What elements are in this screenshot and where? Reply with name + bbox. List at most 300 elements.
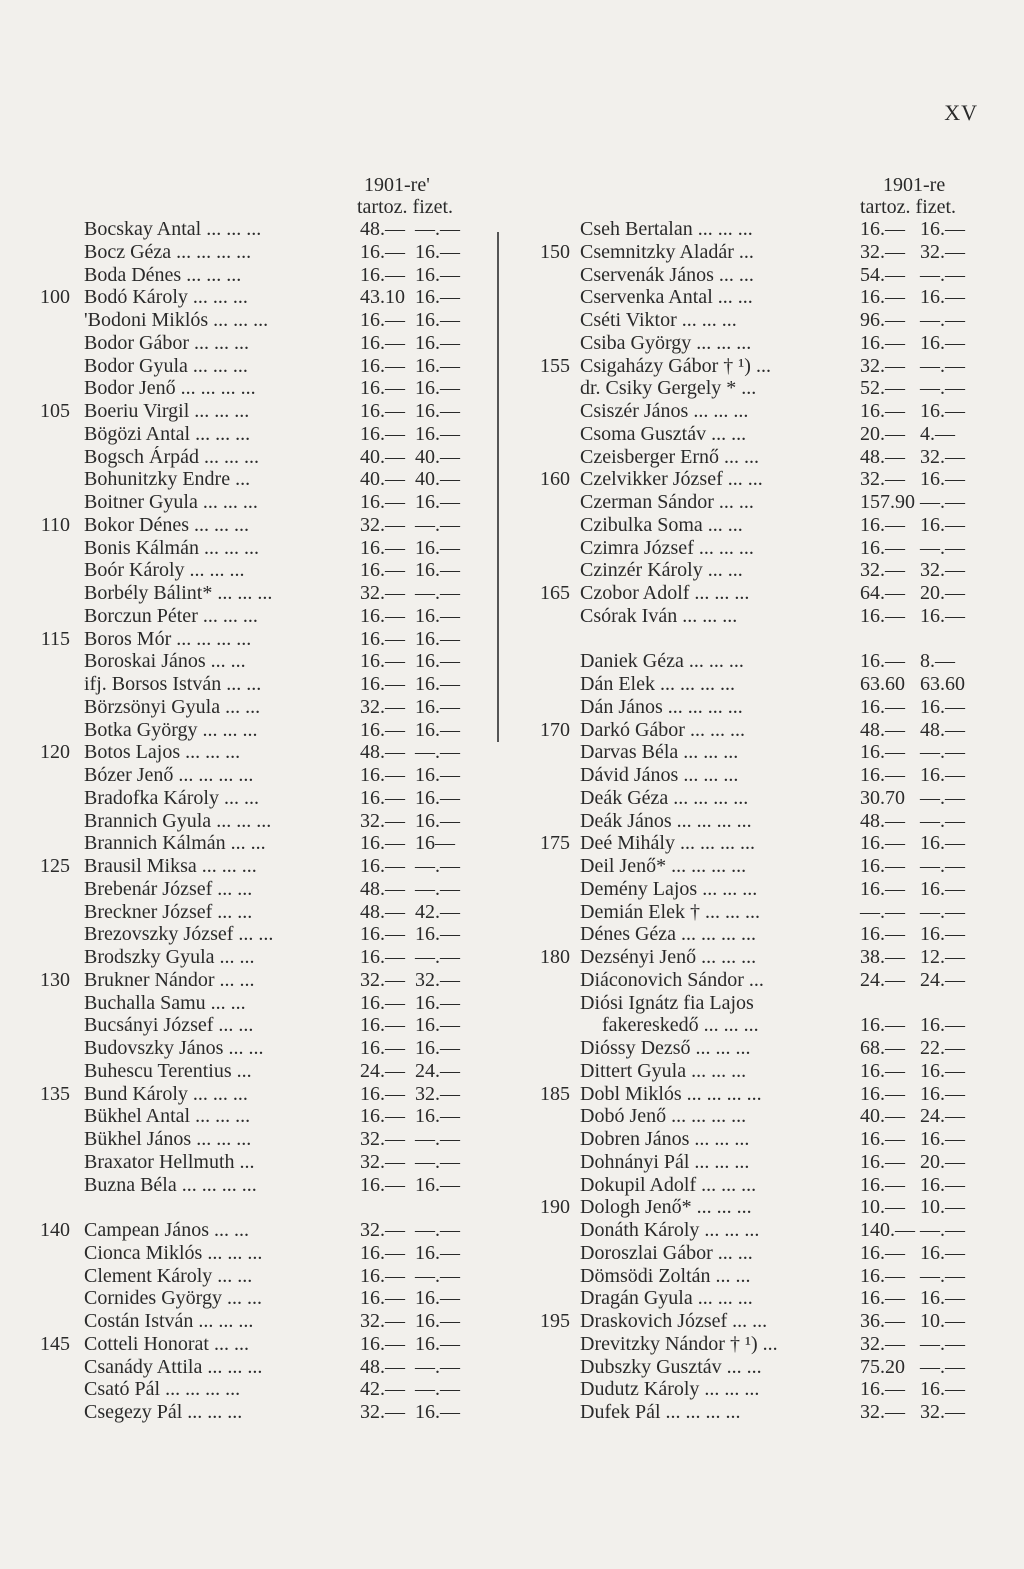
member-row	[32, 1219, 494, 1242]
member-name: Dán János ... ... ... ...	[580, 695, 743, 718]
amount-due: 16.—	[360, 1332, 405, 1355]
member-name: Brukner Nándor ... ...	[84, 968, 255, 991]
member-name: Cionca Miklós ... ... ...	[84, 1241, 263, 1264]
amount-paid: —.—	[920, 309, 965, 331]
member-row	[32, 1310, 494, 1333]
member-number: 125	[40, 855, 70, 877]
member-row	[32, 787, 494, 810]
member-row	[32, 650, 494, 673]
amount-paid: —.—	[415, 1128, 460, 1150]
amount-paid: 16.—	[415, 377, 460, 400]
member-name: Dohnányi Pál ... ... ...	[580, 1150, 750, 1173]
amount-paid: 40.—	[415, 445, 460, 468]
amount-paid: —.—	[415, 1219, 460, 1241]
member-row	[528, 355, 980, 378]
amount-due: 48.—	[360, 1355, 405, 1378]
member-name: Czibulka Soma ... ...	[580, 513, 743, 536]
amount-due: 16.—	[360, 923, 405, 946]
member-row	[32, 559, 494, 582]
member-row	[528, 855, 980, 878]
member-name: Deák János ... ... ... ...	[580, 809, 752, 832]
amount-paid: —.—	[415, 946, 460, 968]
member-row	[528, 992, 980, 1015]
amount-paid: 16.—	[415, 1105, 460, 1128]
member-name: ifj. Borsos István ... ...	[84, 673, 262, 695]
member-name: Bózer Jenő ... ... ... ...	[84, 764, 254, 786]
member-name: Borczun Péter ... ... ...	[84, 604, 258, 627]
member-name: Boros Mór ... ... ... ...	[84, 627, 252, 650]
amount-due: 16.—	[860, 650, 905, 673]
member-row	[528, 1219, 980, 1242]
amount-paid: —.—	[920, 900, 965, 923]
member-name: Darvas Béla ... ... ...	[580, 741, 739, 764]
amount-due: 36.—	[860, 1310, 905, 1332]
amount-due: 16.—	[360, 946, 405, 968]
member-number: 195	[540, 1310, 570, 1332]
member-row	[528, 1356, 980, 1379]
amount-paid: 16.—	[415, 604, 460, 627]
amount-due: 16.—	[360, 263, 405, 286]
member-name: Dologh Jenő* ... ... ...	[580, 1196, 752, 1219]
member-row	[32, 923, 494, 946]
amount-due: 48.—	[860, 809, 905, 832]
member-row	[528, 673, 980, 696]
amount-due: 68.—	[860, 1037, 905, 1059]
member-name: Drevitzky Nándor † ¹) ...	[580, 1332, 778, 1355]
member-name: Buzna Béla ... ... ... ...	[84, 1173, 257, 1196]
right-column	[528, 174, 980, 1424]
amount-paid: —.—	[415, 877, 460, 900]
amount-paid: 16.—	[920, 286, 965, 309]
amount-paid: 22.—	[920, 1037, 965, 1059]
member-row	[32, 400, 494, 423]
amount-paid: 16.—	[415, 650, 460, 673]
member-name: Dudutz Károly ... ... ...	[580, 1378, 760, 1401]
member-row	[528, 1105, 980, 1128]
amount-due: 16.—	[860, 832, 905, 855]
amount-paid: 12.—	[920, 946, 965, 968]
right-column-header	[528, 174, 980, 218]
member-row	[32, 832, 494, 855]
member-row	[32, 673, 494, 696]
amount-due: 52.—	[860, 377, 905, 400]
member-name: Deil Jenő* ... ... ... ...	[580, 855, 747, 877]
amount-due: 40.—	[360, 468, 405, 491]
amount-paid: —.—	[415, 1150, 460, 1173]
member-row	[32, 1083, 494, 1106]
amount-due: 16.—	[860, 1287, 905, 1310]
member-name: Diáconovich Sándor ...	[580, 968, 764, 991]
left-header-columns: tartoz. fizet.	[357, 196, 454, 218]
member-row	[32, 264, 494, 287]
member-name: Diósi Ignátz fia Lajos	[580, 991, 754, 1014]
member-row	[32, 696, 494, 719]
member-name: Csórak Iván ... ... ...	[580, 604, 738, 627]
member-name: Czimra József ... ... ...	[580, 536, 754, 559]
member-name: Dobó Jenő ... ... ... ...	[580, 1105, 747, 1128]
member-row	[528, 218, 980, 241]
amount-due: 32.—	[360, 1310, 405, 1332]
amount-due: 63.60	[860, 673, 905, 695]
member-name: Dán Elek ... ... ... ...	[580, 673, 735, 695]
member-name: Boeriu Virgil ... ... ...	[84, 400, 250, 422]
member-name: Cseh Bertalan ... ... ...	[580, 218, 753, 240]
member-name: Czeisberger Ernő ... ...	[580, 445, 760, 468]
member-name: Boór Károly ... ... ...	[84, 559, 245, 582]
amount-due: 16.—	[360, 604, 405, 627]
member-name: Daniek Géza ... ... ...	[580, 650, 744, 673]
member-row	[528, 537, 980, 560]
amount-paid: 16.—	[920, 400, 965, 422]
amount-paid: 24.—	[920, 968, 965, 991]
amount-due: 16.—	[360, 855, 405, 877]
member-name: Demény Lajos ... ... ...	[580, 877, 758, 900]
amount-paid: —.—	[920, 786, 965, 809]
member-name: Dávid János ... ... ...	[580, 764, 739, 786]
member-number: 135	[40, 1082, 70, 1105]
member-row	[32, 946, 494, 969]
amount-paid: 16.—	[920, 218, 965, 240]
member-row	[32, 764, 494, 787]
member-name: Bükhel János ... ... ...	[84, 1128, 252, 1150]
member-row	[32, 1060, 494, 1083]
amount-due: 32.—	[860, 1401, 905, 1423]
member-row	[32, 468, 494, 491]
amount-paid: 16.—	[920, 923, 965, 946]
member-name: Dobl Miklós ... ... ... ...	[580, 1082, 762, 1105]
right-header-year: 1901-re	[883, 174, 946, 196]
amount-paid: 16.—	[920, 1014, 965, 1037]
member-name: Czelvikker József ... ...	[580, 468, 763, 491]
amount-paid: 16.—	[415, 536, 460, 559]
right-member-list	[528, 218, 980, 1424]
amount-due: 16.—	[360, 422, 405, 445]
left-member-list	[32, 218, 494, 1424]
member-name: Bögözi Antal ... ... ...	[84, 422, 251, 445]
amount-paid: 16.—	[415, 1173, 460, 1196]
member-row	[528, 1401, 980, 1424]
member-name: Csoma Gusztáv ... ...	[580, 422, 747, 445]
member-name: Börzsönyi Gyula ... ...	[84, 695, 261, 718]
amount-due: 16.—	[360, 559, 405, 582]
member-name: Dobren János ... ... ...	[580, 1128, 750, 1150]
amount-due: 75.20	[860, 1355, 905, 1378]
amount-due: 16.—	[360, 764, 405, 786]
member-name: Brezovszky József ... ...	[84, 923, 274, 946]
member-row	[528, 923, 980, 946]
member-name: Czinzér Károly ... ...	[580, 559, 743, 582]
member-number: 185	[540, 1082, 570, 1105]
member-name: Dragán Gyula ... ... ...	[580, 1287, 753, 1310]
member-name: Bonis Kálmán ... ... ...	[84, 536, 259, 559]
member-name: Bükhel Antal ... ... ...	[84, 1105, 251, 1128]
member-name: Buhescu Terentius ...	[84, 1059, 252, 1082]
amount-paid: 16.—	[415, 923, 460, 946]
amount-paid: —.—	[920, 536, 965, 559]
amount-due: 48.—	[360, 218, 405, 240]
member-row	[32, 1128, 494, 1151]
amount-due: 16.—	[360, 1037, 405, 1059]
amount-due: 16.—	[860, 1173, 905, 1196]
member-row	[32, 605, 494, 628]
amount-due: 48.—	[860, 718, 905, 741]
member-name: Darkó Gábor ... ... ...	[580, 718, 745, 741]
amount-due: 16.—	[360, 673, 405, 695]
amount-due: 16.—	[860, 764, 905, 786]
member-name: Csigaházy Gábor † ¹) ...	[580, 354, 771, 377]
member-number: 120	[40, 741, 70, 764]
amount-due: 16.—	[860, 1241, 905, 1264]
amount-paid: —.—	[415, 1264, 460, 1287]
member-name: Botka György ... ... ...	[84, 718, 258, 741]
member-name: Bohunitzky Endre ...	[84, 468, 251, 491]
member-row	[528, 1083, 980, 1106]
amount-paid: —.—	[920, 491, 965, 513]
amount-due: 16.—	[360, 1241, 405, 1264]
amount-paid: 16.—	[920, 877, 965, 900]
amount-paid: 16.—	[415, 331, 460, 354]
amount-paid: 16.—	[415, 1037, 460, 1059]
member-name: Boda Dénes ... ... ...	[84, 263, 242, 286]
amount-due: 16.—	[860, 536, 905, 559]
member-name: Botos Lajos ... ... ...	[84, 741, 241, 764]
amount-paid: —.—	[920, 354, 965, 377]
amount-paid: 40.—	[415, 468, 460, 491]
amount-due: 16.—	[360, 1173, 405, 1196]
member-row	[32, 241, 494, 264]
member-row	[32, 1151, 494, 1174]
amount-paid: 16.—	[415, 491, 460, 513]
amount-paid: 16—	[415, 832, 455, 855]
member-name: Cservenka Antal ... ...	[580, 286, 753, 309]
amount-due: 16.—	[860, 1264, 905, 1287]
amount-due: 16.—	[360, 309, 405, 331]
amount-paid: —.—	[415, 582, 460, 604]
amount-due: 32.—	[360, 1219, 405, 1241]
amount-due: 32.—	[360, 968, 405, 991]
amount-paid: 16.—	[415, 1287, 460, 1310]
member-name: Csanády Attila ... ... ...	[84, 1355, 263, 1378]
amount-due: 43.10	[360, 286, 405, 309]
member-row	[32, 719, 494, 742]
member-name: Czobor Adolf ... ... ...	[580, 582, 750, 604]
member-row	[528, 1174, 980, 1197]
member-row	[528, 1378, 980, 1401]
member-row	[32, 423, 494, 446]
member-name: Cséti Viktor ... ... ...	[580, 309, 737, 331]
member-name: Csiszér János ... ... ...	[580, 400, 749, 422]
amount-paid: 16.—	[920, 331, 965, 354]
member-name: Cservenák János ... ...	[580, 263, 754, 286]
amount-due: 16.—	[860, 1059, 905, 1082]
member-row	[528, 423, 980, 446]
amount-paid: 16.—	[415, 1332, 460, 1355]
amount-paid: —.—	[920, 1219, 965, 1241]
amount-due: 16.—	[360, 1264, 405, 1287]
member-name: Bodor Gábor ... ... ...	[84, 331, 249, 354]
amount-due: 64.—	[860, 582, 905, 604]
amount-paid: 16.—	[415, 695, 460, 718]
member-row	[32, 537, 494, 560]
member-row	[528, 286, 980, 309]
amount-due: 48.—	[860, 445, 905, 468]
amount-paid: 16.—	[415, 1401, 460, 1423]
amount-paid: 16.—	[920, 1082, 965, 1105]
amount-paid: —.—	[415, 513, 460, 536]
amount-paid: —.—	[920, 741, 965, 764]
member-name: Deé Mihály ... ... ... ...	[580, 832, 755, 855]
amount-paid: —.—	[920, 1355, 965, 1378]
member-name: Costán István ... ... ...	[84, 1310, 254, 1332]
left-column-header	[32, 174, 494, 218]
amount-due: 16.—	[860, 695, 905, 718]
member-name: Bokor Dénes ... ... ...	[84, 513, 249, 536]
member-row	[32, 992, 494, 1015]
amount-due: 16.—	[360, 1287, 405, 1310]
amount-due: 20.—	[860, 422, 905, 445]
member-number: 190	[540, 1196, 570, 1219]
amount-due: 16.—	[860, 741, 905, 764]
member-row	[32, 1356, 494, 1379]
left-column	[32, 174, 494, 1424]
amount-due: 54.—	[860, 263, 905, 286]
member-row	[32, 1037, 494, 1060]
member-row	[528, 832, 980, 855]
member-row	[32, 1242, 494, 1265]
amount-paid: 8.—	[920, 650, 955, 673]
amount-paid: 20.—	[920, 1150, 965, 1173]
member-row	[32, 901, 494, 924]
member-row	[32, 1378, 494, 1401]
amount-paid: 16.—	[920, 1128, 965, 1150]
amount-paid: —.—	[920, 377, 965, 400]
amount-paid: 4.—	[920, 422, 955, 445]
member-row	[528, 810, 980, 833]
amount-due: 16.—	[360, 377, 405, 400]
amount-due: 42.—	[360, 1378, 405, 1401]
amount-due: 16.—	[360, 991, 405, 1014]
member-name: Bogsch Árpád ... ... ...	[84, 445, 259, 468]
member-name: Brannich Kálmán ... ...	[84, 832, 266, 855]
amount-paid: 32.—	[920, 559, 965, 582]
amount-due: 16.—	[360, 718, 405, 741]
member-row	[32, 628, 494, 651]
amount-paid: 16.—	[415, 718, 460, 741]
amount-paid: 10.—	[920, 1310, 965, 1332]
member-name: Boitner Gyula ... ... ...	[84, 491, 258, 513]
page-number: XV	[944, 100, 978, 125]
amount-paid: 20.—	[920, 582, 965, 604]
amount-paid: 48.—	[920, 718, 965, 741]
amount-due: 16.—	[360, 786, 405, 809]
amount-paid: 32.—	[415, 1082, 460, 1105]
group-gap	[528, 628, 980, 651]
member-row	[32, 218, 494, 241]
member-name: Brannich Gyula ... ... ...	[84, 809, 272, 832]
amount-due: 140.—	[860, 1219, 915, 1241]
member-name: Dubszky Gusztáv ... ...	[580, 1355, 762, 1378]
member-name: Brebenár József ... ...	[84, 877, 253, 900]
member-row	[32, 491, 494, 514]
amount-due: 32.—	[360, 809, 405, 832]
amount-due: 157.90	[860, 491, 915, 513]
member-name: Csiba György ... ... ...	[580, 331, 752, 354]
member-name: Boroskai János ... ...	[84, 650, 246, 673]
member-row	[528, 1128, 980, 1151]
member-number: 145	[40, 1332, 70, 1355]
amount-due: 32.—	[860, 354, 905, 377]
member-name: Csemnitzky Aladár ...	[580, 240, 754, 263]
member-number: 175	[540, 832, 570, 855]
amount-due: 16.—	[360, 240, 405, 263]
member-row	[32, 1333, 494, 1356]
member-name: Deák Géza ... ... ... ...	[580, 786, 749, 809]
amount-due: 16.—	[860, 1082, 905, 1105]
amount-paid: 16.—	[920, 1059, 965, 1082]
amount-paid: —.—	[415, 741, 460, 764]
amount-paid: 16.—	[415, 627, 460, 650]
amount-paid: 16.—	[415, 809, 460, 832]
amount-paid: —.—	[920, 263, 965, 286]
member-name: Dufek Pál ... ... ... ...	[580, 1401, 741, 1423]
member-row	[32, 810, 494, 833]
amount-due: 16.—	[360, 491, 405, 513]
member-name: Clement Károly ... ...	[84, 1264, 253, 1287]
member-number: 165	[540, 582, 570, 604]
member-name: Dömsödi Zoltán ... ...	[580, 1264, 751, 1287]
amount-due: 48.—	[360, 877, 405, 900]
amount-due: 16.—	[860, 218, 905, 240]
member-number: 180	[540, 946, 570, 968]
member-row	[528, 1333, 980, 1356]
amount-due: 30.70	[860, 786, 905, 809]
member-number: 150	[540, 240, 570, 263]
member-number: 170	[540, 718, 570, 741]
amount-paid: —.—	[920, 809, 965, 832]
amount-paid: 16.—	[920, 764, 965, 786]
member-row	[32, 332, 494, 355]
group-gap	[32, 1196, 494, 1219]
member-row	[528, 1037, 980, 1060]
amount-due: 10.—	[860, 1196, 905, 1219]
member-name: Buchalla Samu ... ...	[84, 991, 246, 1014]
member-row	[32, 1401, 494, 1424]
amount-due: 16.—	[360, 354, 405, 377]
member-row	[528, 696, 980, 719]
member-name: Borbély Bálint* ... ... ...	[84, 582, 273, 604]
member-name: fakereskedő ... ... ...	[602, 1014, 759, 1037]
member-name: Braxator Hellmuth ...	[84, 1150, 255, 1173]
member-row	[32, 1287, 494, 1310]
member-row	[528, 559, 980, 582]
amount-due: 16.—	[860, 331, 905, 354]
member-row	[528, 650, 980, 673]
member-row	[528, 1310, 980, 1333]
member-row	[32, 446, 494, 469]
amount-due: 16.—	[860, 923, 905, 946]
member-name: dr. Csiky Gergely * ...	[580, 377, 757, 400]
member-row	[528, 309, 980, 332]
member-number: 130	[40, 968, 70, 991]
member-name: Bocz Géza ... ... ... ...	[84, 240, 252, 263]
member-row	[528, 1287, 980, 1310]
member-name: Demián Elek † ... ... ...	[580, 900, 760, 923]
member-name: Draskovich József ... ...	[580, 1310, 768, 1332]
amount-paid: 42.—	[415, 900, 460, 923]
member-number: 110	[40, 513, 70, 536]
member-row	[528, 582, 980, 605]
member-name: Bucsányi József ... ...	[84, 1014, 254, 1037]
